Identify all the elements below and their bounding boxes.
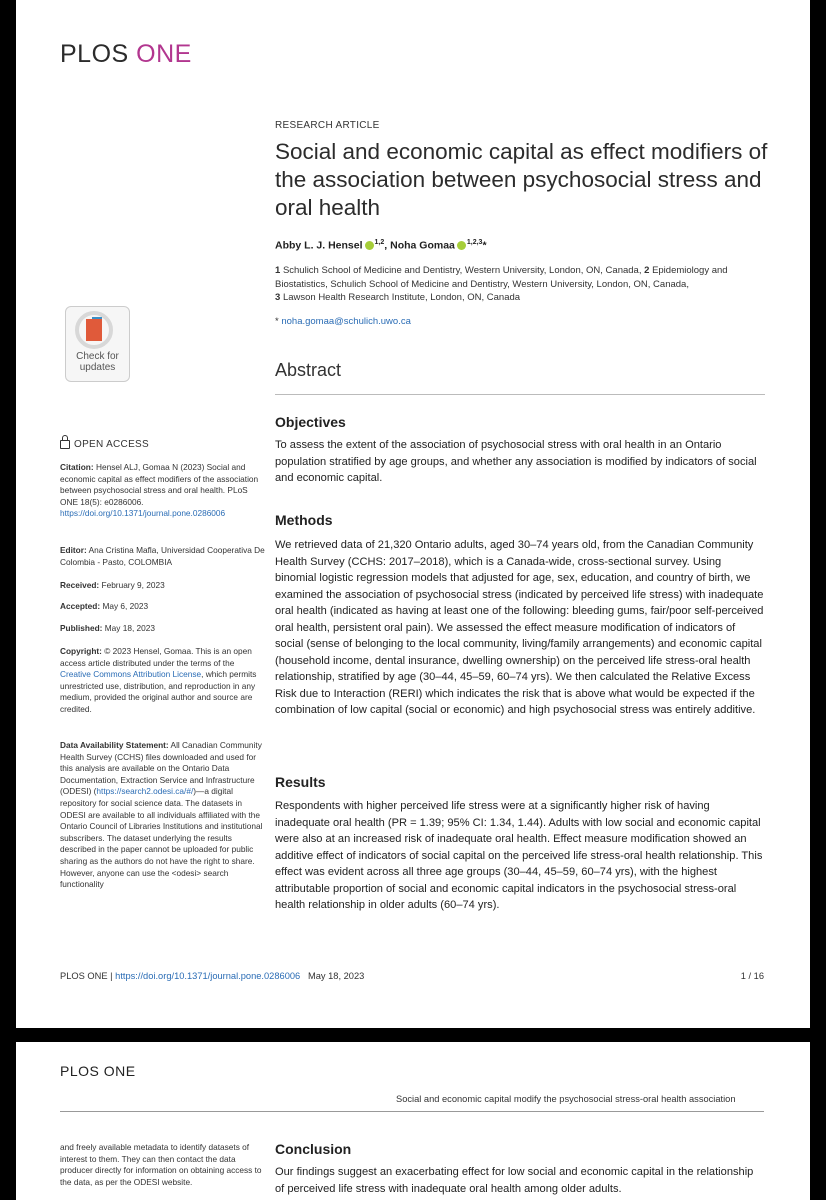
page-1	[16, 0, 810, 1028]
affil-number: 2	[644, 265, 650, 276]
check-updates-label: Check for updates	[76, 351, 119, 373]
objectives-text: To assess the extent of the association of psychosocial stress with oral health in an Ontario population stratified by age groups, and whether any association is modified by indicators of social and economic capital.	[275, 439, 757, 484]
affiliations	[275, 264, 765, 305]
das-label: Data Availability Statement:	[60, 740, 169, 750]
author-name[interactable]: Abby L. J. Hensel	[275, 239, 363, 252]
author-affil-sup: 1,2	[374, 239, 385, 246]
citation-label: Citation:	[60, 462, 94, 472]
page-footer	[60, 971, 764, 981]
footer-date: May 18, 2023	[307, 971, 365, 981]
methods-heading: Methods	[275, 512, 333, 528]
copyright-label: Copyright:	[60, 646, 102, 656]
citation-block	[60, 462, 266, 520]
copyright-block	[60, 646, 266, 716]
footer-journal: PLOS ONE	[60, 971, 108, 981]
das-text: All Canadian Community Health Survey (CCHS) files downloaded and used for this analysis are available on the Ontario Data Documentation, Extraction Service and Infrastructure (ODESI) (	[60, 740, 262, 797]
orcid-icon[interactable]	[457, 241, 466, 250]
corresponding-mark: *	[482, 239, 487, 252]
logo-plos: PLOS	[60, 40, 129, 68]
affil-text: Epidemiology and Biostatistics, Schulich School of Medicine and Dentistry, Western University, London, ON, Canada,	[275, 265, 728, 290]
data-availability-block	[60, 740, 266, 891]
affil-text: Schulich School of Medicine and Dentistry, Western University, London, ON, Canada,	[282, 265, 642, 276]
copyright-text-end: , which permits unrestricted use, distribution, and reproduction in any medium, provided the original author and source are credited.	[60, 669, 257, 714]
page-number: 1 / 16	[740, 971, 764, 981]
das-text-end: )—a digital repository for social science data. The datasets in ODESI are available to all individuals affiliated with the Ontario Council of Libraries Institutions and institutional subscribers. The dataset underlying the results described in the paper cannot be uploaded for public sharing as the authors do not have the right to share. However, anyone can use the <odesi> search functionality	[60, 786, 263, 890]
orcid-icon[interactable]	[365, 241, 374, 250]
open-access-badge: OPEN ACCESS	[60, 438, 149, 450]
published-date: Published: May 18, 2023	[60, 623, 156, 633]
data-availability-continued: and freely available metadata to identify datasets of interest to them. They can then contact the data producer directly for information on obtaining access to the data, as per the ODESI website.	[60, 1142, 262, 1187]
affil-text: Lawson Health Research Institute, London, ON, Canada	[282, 292, 521, 303]
article-type: RESEARCH ARTICLE	[275, 120, 380, 131]
author-name[interactable]: Noha Gomaa	[390, 239, 455, 252]
crossmark-icon	[75, 311, 113, 349]
conclusion-heading: Conclusion	[275, 1141, 352, 1157]
affil-number: 3	[275, 292, 281, 303]
article-title: Social and economic capital as effect modifiers of the association between psychosocial stress and oral health	[275, 139, 768, 220]
email-link[interactable]: noha.gomaa@schulich.uwo.ca	[281, 316, 411, 327]
footer-doi-link[interactable]: https://doi.org/10.1371/journal.pone.0286006	[115, 971, 301, 981]
methods-text: We retrieved data of 21,320 Ontario adults, aged 30–74 years old, from the Canadian Community Health Survey (CCHS: 2017–2018), which is a Canada-wide, cross-sectional survey. Using binomial logistic regression models that adjusted for age, sex, education, and country of birth, we examined the association of psychosocial stress (indicated by perceived life stress) with inadequate oral health (indicated as having at least one of the following: bleeding gums, fair/poor self-perceived oral health, persistent oral pain). We assessed the effect measure modification of indicators of social (sense of belonging to the local community, living/family arrangements) and economic capital (household income, dental insurance, dwelling ownership) on the perceived life stress-oral health relationship, stratified by age (30–44, 45–59, 60–74 yrs). We then calculated the Relative Excess Risk due to Interaction (RERI) which indicates the risk that is above what would be expected if the combination of low capital (social or economic) and high psychosocial stress was entirely additive.	[275, 539, 764, 716]
corresponding-mark: *	[275, 316, 279, 327]
logo-one: ONE	[136, 40, 192, 68]
results-text: Respondents with higher perceived life stress were at a significantly higher risk of having inadequate oral health (PR = 1.39; 95% CI: 1.34, 1.44). Adults with low social and economic capital were also at an increased risk of inadequate oral health. Effect measure modification showed an additive effect of indicators of social capital on the perceived life stress-oral health relationship. This effect was evident across all three age groups (30–44, 45–59, 60–74 yrs), with the highest attributable proportion of social and economic capital indicators in the psychosocial stress-oral health relationship in older adults (60–74 yrs).	[275, 800, 763, 911]
copyright-text: © 2023 Hensel, Gomaa. This is an open access article distributed under the terms of the	[60, 646, 252, 668]
conclusion-text: Our findings suggest an exacerbating effect for low social and economic capital in the relationship of perceived life stress with inadequate oral health among older adults.	[275, 1166, 754, 1195]
abstract-heading: Abstract	[275, 360, 342, 380]
results-heading: Results	[275, 774, 326, 790]
author-list: Abby L. J. Hensel $^{1,2}$, Noha Gomaa $^{1,2,3}$*	[275, 239, 487, 252]
accepted-date: Accepted: May 6, 2023	[60, 601, 149, 611]
affil-number: 1	[275, 265, 281, 276]
header-rule	[60, 1111, 764, 1112]
running-header: Social and economic capital modify the psychosocial stress-oral health association	[396, 1094, 736, 1104]
page-2	[16, 1042, 810, 1200]
plos-one-logo-small[interactable]: PLOS ONE	[60, 1063, 136, 1079]
author-affil-sup: 1,2,3	[466, 239, 483, 246]
objectives-heading: Objectives	[275, 414, 346, 430]
citation-text: Hensel ALJ, Gomaa N (2023) Social and economic capital as effect modifiers of the association between psychosocial stress and oral health. PLoS ONE 18(5): e0286006.	[60, 462, 259, 507]
footer-sep: |	[110, 971, 113, 981]
odesi-link[interactable]: https://search2.odesi.ca/#/	[96, 786, 194, 797]
editor-text: Ana Cristina Mafla, Universidad Cooperativa De Colombia - Pasto, COLOMBIA	[60, 545, 265, 567]
check-for-updates-button[interactable]	[65, 306, 130, 382]
license-link[interactable]: Creative Commons Attribution License	[60, 669, 202, 680]
received-date: Received: February 9, 2023	[60, 580, 165, 590]
abstract-divider	[275, 394, 765, 395]
editor-block	[60, 545, 266, 568]
open-lock-icon	[60, 440, 70, 449]
plos-one-logo[interactable]	[60, 40, 192, 69]
editor-label: Editor:	[60, 545, 87, 555]
corresponding-email	[275, 316, 411, 327]
citation-doi-link[interactable]: https://doi.org/10.1371/journal.pone.0286006	[60, 508, 226, 519]
